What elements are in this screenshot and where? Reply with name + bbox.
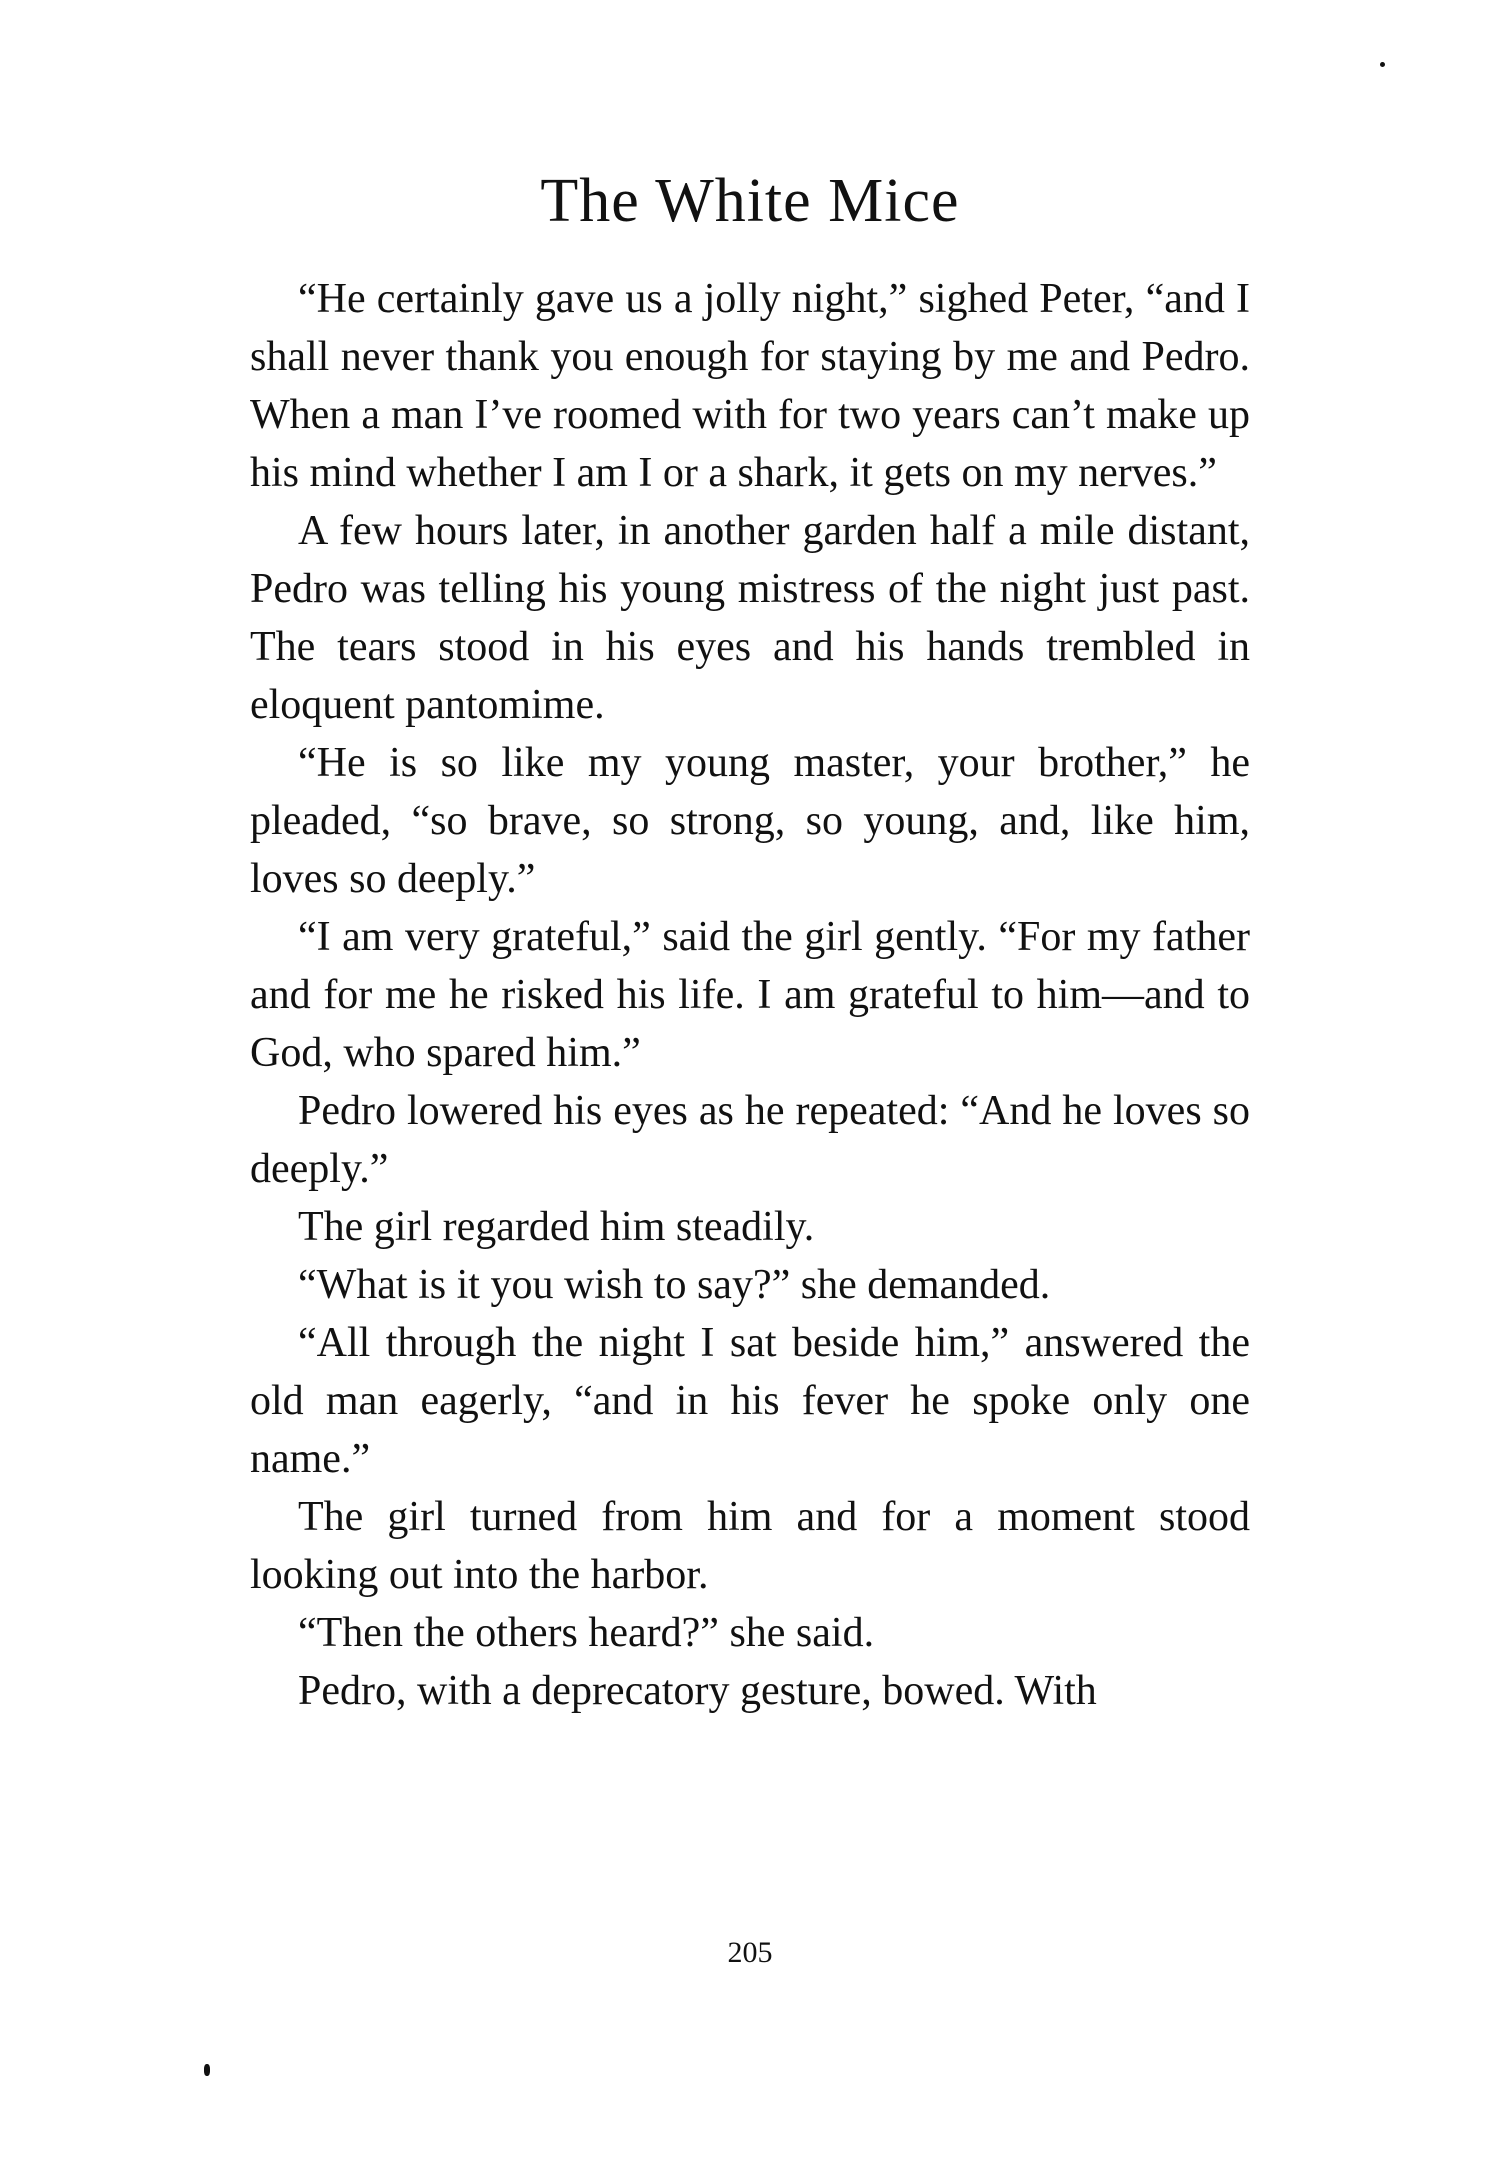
ink-speck <box>1380 62 1385 67</box>
body-text <box>250 270 1250 1720</box>
page-number: 205 <box>727 1936 773 1969</box>
ink-speck <box>204 2064 210 2076</box>
paragraph: Pedro lowered his eyes as he repeated: “And he loves so deeply.” <box>250 1088 1250 1192</box>
paragraph: The girl regarded him steadily. <box>298 1204 815 1250</box>
paragraph: A few hours later, in another garden half a mile distant, Pedro was telling his young mistress of the night just past. The tears stood in his eyes and his hands trembled in eloquent pantomime. <box>250 508 1250 728</box>
paragraph: “Then the others heard?” she said. <box>298 1610 875 1656</box>
paragraph: “He certainly gave us a jolly night,” sighed Peter, “and I shall never thank you enough for staying by me and Pedro. When a man I’ve roomed with for two years can’t make up his mind whether I am I or a shark, it gets on my nerves.” <box>250 276 1250 496</box>
paragraph: Pedro, with a deprecatory gesture, bowed. With <box>298 1668 1097 1714</box>
paragraph: “All through the night I sat beside him,” answered the old man eagerly, “and in his fever he spoke only one name.” <box>250 1320 1250 1482</box>
paragraph: “What is it you wish to say?” she demanded. <box>298 1262 1051 1308</box>
paragraph: “I am very grateful,” said the girl gently. “For my father and for me he risked his life. I am grateful to him—and to God, who spared him.” <box>250 914 1250 1076</box>
paragraph: The girl turned from him and for a moment stood looking out into the harbor. <box>250 1494 1250 1598</box>
paragraph: “He is so like my young master, your brother,” he pleaded, “so brave, so strong, so young, and, like him, loves so deeply.” <box>250 740 1250 902</box>
running-head: The White Mice <box>540 167 960 235</box>
